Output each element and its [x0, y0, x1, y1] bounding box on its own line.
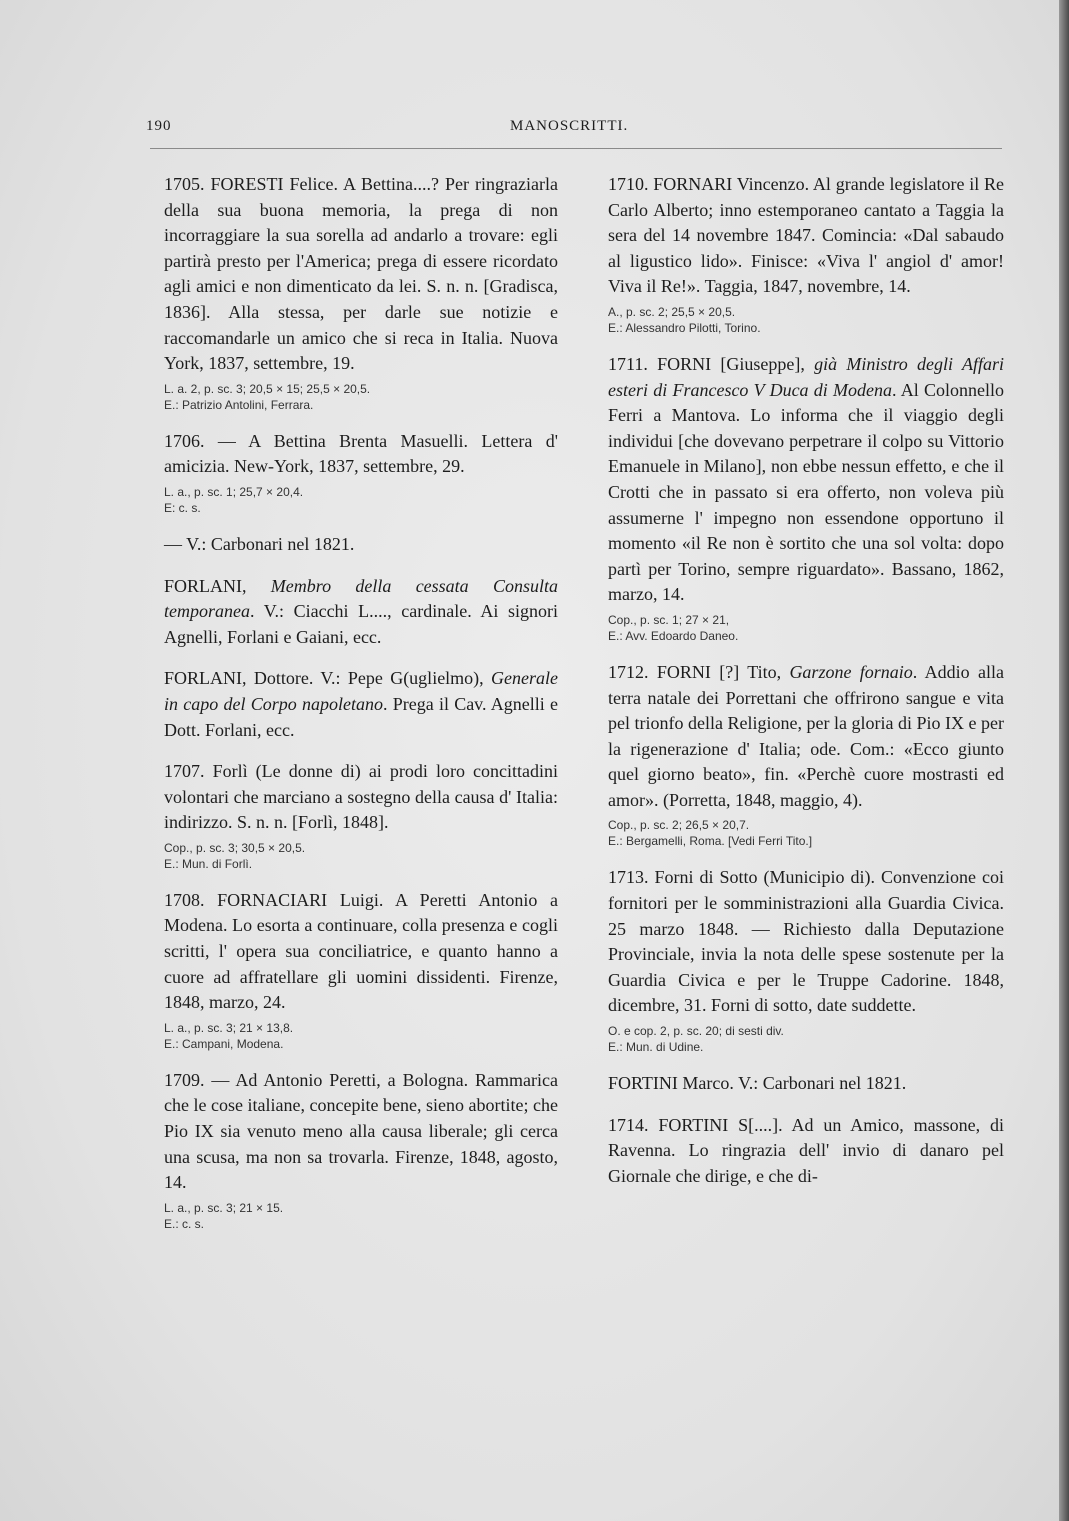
- entry-meta: [608, 1023, 1004, 1055]
- page-edge: [1059, 0, 1069, 1521]
- entry-text: 1705. FORESTI Felice. A Bettina....? Per ringraziarla della sua buona memoria, la prega di non incorraggiare la sua sorella ad andarlo a trovare: egli partirà presto per l'America; prega di essere ricordato agli amici e non dimenticato da lei. S. n. n. [Gradisca, 1836]. Alla stessa, per darle sue notizie e raccomandarle un amico che si reca in Italia. Nuova York, 1837, settembre, 19.: [164, 174, 558, 374]
- meta-line: Cop., p. sc. 2; 26,5 × 20,7.: [608, 818, 750, 833]
- ref-text: . Prega il Cav. Agnelli e Dott. Forlani, ecc.: [164, 693, 558, 740]
- entry-text: 1707. Forlì (Le donne di) ai prodi loro concittadini volontari che marciano a sostegno della causa d' Italia: indirizzo. S. n. n. [Forlì, 1848].: [164, 761, 558, 833]
- entry-1713: [590, 865, 1004, 1055]
- meta-line: Cop., p. sc. 1; 27 × 21,: [608, 612, 730, 627]
- entry-1711: [590, 352, 1004, 644]
- entry-lead: 1712. FORNI [?] Tito,: [608, 661, 790, 682]
- ref-italic: Generale in capo del Corpo napoletano: [164, 668, 558, 714]
- entry-body: . Al Colonnello Ferri a Mantova. Lo informa che il viaggio degli individui [che dovevano perpetrare il colpo su Vittorio Emanuele in Milano], non ebbe nessun effetto, e che il Crotti che in passato si era offerto, non voleva più assumerne l' impegno non essendone opportuno il momento «il Re non è sortito che una sol volta: dopo partì per Torino, sempre riguardato». Bassano, 1862, marzo, 14.: [608, 379, 1004, 605]
- meta-line: E.: Campani, Modena.: [164, 1036, 284, 1051]
- entry-1709: [146, 1068, 558, 1232]
- entry-text: 1714. FORTINI S[....]. Ad un Amico, massone, di Ravenna. Lo ringrazia dell' invio di danaro pel Giornale che dirige, e che di-: [608, 1114, 1004, 1186]
- entry-meta: [608, 612, 1004, 644]
- running-title: MANOSCRITTI.: [510, 118, 629, 134]
- meta-line: E.: Patrizio Antolini, Ferrara.: [164, 397, 314, 412]
- entry-text: 1709. — Ad Antonio Peretti, a Bologna. Rammarica che le cose italiane, concepite bene, sieno abortite; che Pio IX sia venuto meno alla causa liberale; gli cerca una scusa, ma non sa trovarla. Firenze, 1848, agosto, 14.: [164, 1069, 558, 1193]
- entry-meta: [164, 484, 558, 516]
- entry-lead: 1711. FORNI [Giuseppe],: [608, 353, 815, 374]
- entry-meta: [164, 381, 558, 413]
- entry-text: 1708. FORNACIARI Luigi. A Peretti Antonio a Modena. Lo esorta a continuare, colla presenza e cogli scritti, l' opera sua conciliatrice, e quanto hanno a cuore ad affratellare gli uomini dissidenti. Firenze, 1848, marzo, 24.: [164, 889, 558, 1013]
- ref-italic: Membro della cessata Consulta temporanea: [164, 575, 558, 622]
- cross-reference: [146, 666, 558, 743]
- meta-line: E.: Alessandro Pilotti, Torino.: [608, 320, 761, 335]
- right-column: [590, 172, 1004, 1205]
- meta-line: E.: Mun. di Udine.: [608, 1040, 704, 1055]
- meta-line: E: c. s.: [164, 500, 201, 515]
- meta-line: L. a. 2, p. sc. 3; 20,5 × 15; 25,5 × 20,5.: [164, 381, 371, 396]
- entry-italic: già Ministro degli Affari esteri di Francesco V Duca di Modena: [608, 353, 1005, 400]
- entry-meta: [164, 1020, 558, 1052]
- left-column: [146, 172, 558, 1248]
- entry-1712: [590, 660, 1004, 850]
- entry-1706: [146, 429, 558, 516]
- ref-text: FORLANI, Dottore. V.: Pepe G(uglielmo),: [164, 668, 492, 689]
- cross-reference: FORTINI Marco. V.: Carbonari nel 1821.: [608, 1073, 907, 1094]
- entry-1710: [590, 172, 1004, 336]
- entry-1708: [146, 888, 558, 1052]
- meta-line: E.: c. s.: [164, 1216, 205, 1231]
- entry-text: [590, 660, 1004, 814]
- header-rule: [150, 148, 1002, 149]
- entry-text: 1706. — A Bettina Brenta Masuelli. Lettera d' amicizia. New-York, 1837, settembre, 29.: [164, 430, 558, 477]
- meta-line: Cop., p. sc. 3; 30,5 × 20,5.: [164, 840, 306, 855]
- entry-1705: [146, 172, 558, 413]
- cross-reference: [146, 574, 558, 651]
- entry-meta: [608, 304, 1004, 336]
- entry-text: 1710. FORNARI Vincenzo. Al grande legislatore il Re Carlo Alberto; inno estemporaneo cantato a Taggia la sera del 14 novembre 1847. Comincia: «Dal sabaudo al ligustico lido». Finisce: «Viva l' angiol d' amor! Viva il Re!». Taggia, 1847, novembre, 14.: [608, 174, 1004, 297]
- meta-line: E.: Mun. di Forlì.: [164, 856, 253, 871]
- meta-line: E.: Bergamelli, Roma. [Vedi Ferri Tito.]: [608, 834, 813, 849]
- page-number: 190: [146, 118, 172, 134]
- ref-text: FORLANI,: [164, 575, 271, 596]
- entry-body: . Addio alla terra natale dei Porrettani che offrirono sangue e vita pel trionfo della Religione, per la gloria di Pio IX e per la rigenerazione d' Italia; ode. Com.: «Ecco giunto quel giorno beato», fin. «Perchè cuore mostrasti ed amor». (Porretta, 1848, maggio, 4).: [608, 661, 1004, 810]
- entry-text: [590, 352, 1004, 608]
- meta-line: O. e cop. 2, p. sc. 20; di sesti div.: [608, 1024, 784, 1039]
- entry-meta: [608, 817, 1004, 849]
- meta-line: L. a., p. sc. 1; 25,7 × 20,4.: [164, 484, 304, 499]
- entry-meta: [164, 840, 558, 872]
- meta-line: E.: Avv. Edoardo Daneo.: [608, 628, 739, 643]
- meta-line: L. a., p. sc. 3; 21 × 15.: [164, 1200, 284, 1215]
- cross-reference: — V.: Carbonari nel 1821.: [164, 533, 355, 554]
- meta-line: L. a., p. sc. 3; 21 × 13,8.: [164, 1020, 294, 1035]
- meta-line: A., p. sc. 2; 25,5 × 20,5.: [608, 304, 736, 319]
- entry-meta: [164, 1200, 558, 1232]
- entry-1707: [146, 759, 558, 872]
- entry-text: 1713. Forni di Sotto (Municipio di). Convenzione coi fornitori per le somministrazioni alla Guardia Civica. 25 marzo 1848. — Richiesto dalla Deputazione Provinciale, invia la nota delle spese sostenute per la Guardia Civica e per le Truppe Cadorine. 1848, dicembre, 31. Forni di sotto, date suddette.: [608, 867, 1004, 1016]
- ref-text: . V.: Ciacchi L...., cardinale. Ai signori Agnelli, Forlani e Gaiani, ecc.: [164, 601, 558, 647]
- entry-1714: [590, 1113, 1004, 1190]
- entry-italic: Garzone fornaio: [789, 661, 913, 682]
